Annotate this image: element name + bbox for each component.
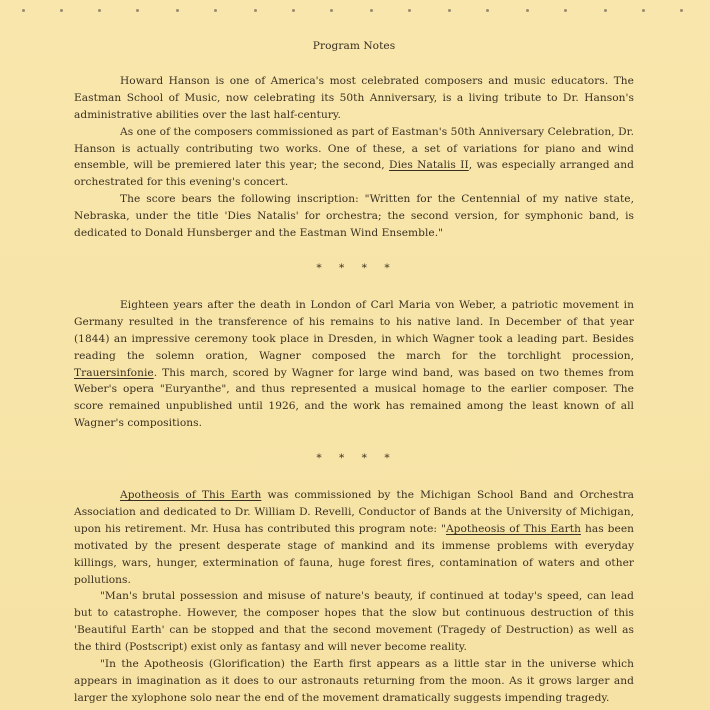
husa-quote-paragraph: "Man's brutal possession and misuse of nature's beauty, if continued at today's speed, can lead but to catastrophe. However, the composer hopes that the slow but continuous destruction of this 'Beautiful Earth' can be stopped and that the second movement (Tragedy of Destruction) as well as the third (Postscript) exist only as fantasy and will never become reality.	[74, 590, 634, 654]
section-separator: * * * *	[316, 452, 392, 465]
perforation-hole	[330, 9, 333, 12]
perforation-hole	[22, 9, 25, 12]
text-span: was commissioned by the Michigan School Band and Orchestra Association and dedicated to Dr. William D. Revelli, Conductor of Bands at the University of Michigan, upon his retirement. Mr. Husa has contributed this program note: "	[74, 489, 634, 535]
section-separator: * * * *	[316, 261, 392, 274]
page-title: Program Notes	[312, 40, 396, 52]
hanson-intro-paragraph: Howard Hanson is one of America's most celebrated composers and music educators. The Eastman School of Music, now celebrating its 50th Anniversary, is a living tribute to Dr. Hanson's administrative abilities over the last half-century.	[74, 74, 634, 121]
wagner-paragraph	[74, 297, 634, 432]
text-span: , was especially arranged and orchestrated for this evening's concert.	[74, 159, 634, 189]
perforation-hole	[486, 9, 489, 12]
perforation-hole	[254, 9, 257, 12]
hanson-commission-paragraph	[74, 124, 634, 192]
perforation-hole	[526, 9, 529, 12]
perforation-hole	[642, 9, 645, 12]
perforation-hole	[448, 9, 451, 12]
text-span: As one of the composers commissioned as part of Eastman's 50th Anniversary Celebration, Dr. Hanson is actually contributing two works. One of these, a set of variations for piano and wind ensemble, will be premiered later this year; the second,	[74, 125, 634, 172]
perforation-hole	[136, 9, 139, 12]
perforation-hole	[604, 9, 607, 12]
perforation-holes	[0, 0, 710, 22]
work-title-apotheosis: Apotheosis of This Earth	[120, 489, 262, 502]
husa-apotheosis-paragraph: "In the Apotheosis (Glorification) the Earth first appears as a little star in the universe which appears in imagination as it does to our astronauts returning from the moon. As it grows larger and larger the xylophone solo near the end of the movement dramatically suggests impending tragedy.	[74, 658, 634, 704]
work-title-trauersinfonie: Trauersinfonie	[74, 366, 154, 379]
perforation-hole	[60, 9, 63, 12]
perforation-hole	[292, 9, 295, 12]
perforation-hole	[564, 9, 567, 12]
work-title-apotheosis-quote: Apotheosis of This Earth	[445, 522, 581, 535]
text-span: Eighteen years after the death in London of Carl Maria von Weber, a patriotic movement in Germany resulted in the transference of his remains to his native land. In December of that year (1844) an impressive ceremony took place in Dresden, in which Wagner took a leading part. Besides reading the solemn oration, Wagner composed the march for the torchlight procession,	[74, 298, 634, 362]
perforation-hole	[214, 9, 217, 12]
perforation-hole	[680, 9, 683, 12]
perforation-hole	[176, 9, 179, 12]
text-span: has been motivated by the present desperate stage of mankind and its immense problems with everyday killings, wars, hunger, extermination of fauna, huge forest fires, contamination of waters and other pollutions.	[74, 522, 635, 586]
husa-intro-paragraph	[74, 487, 634, 588]
hanson-inscription-paragraph: The score bears the following inscription: "Written for the Centennial of my native state, Nebraska, under the title 'Dies Natalis' for orchestra; the second version, for symphonic band, is dedicated to Donald Hunsberger and the Eastman Wind Ensemble."	[74, 193, 634, 240]
text-span: . This march, scored by Wagner for large wind band, was based on two themes from Weber's opera "Euryanthe", and thus represented a musical homage to the earlier composer. The score remained unpublished until 1926, and the work has remained among the least known of all Wagner's compositions.	[74, 366, 634, 430]
perforation-hole	[408, 9, 411, 12]
perforation-hole	[370, 9, 373, 12]
work-title-dies-natalis: Dies Natalis II	[389, 159, 469, 172]
perforation-hole	[98, 9, 101, 12]
document-body	[74, 38, 634, 707]
